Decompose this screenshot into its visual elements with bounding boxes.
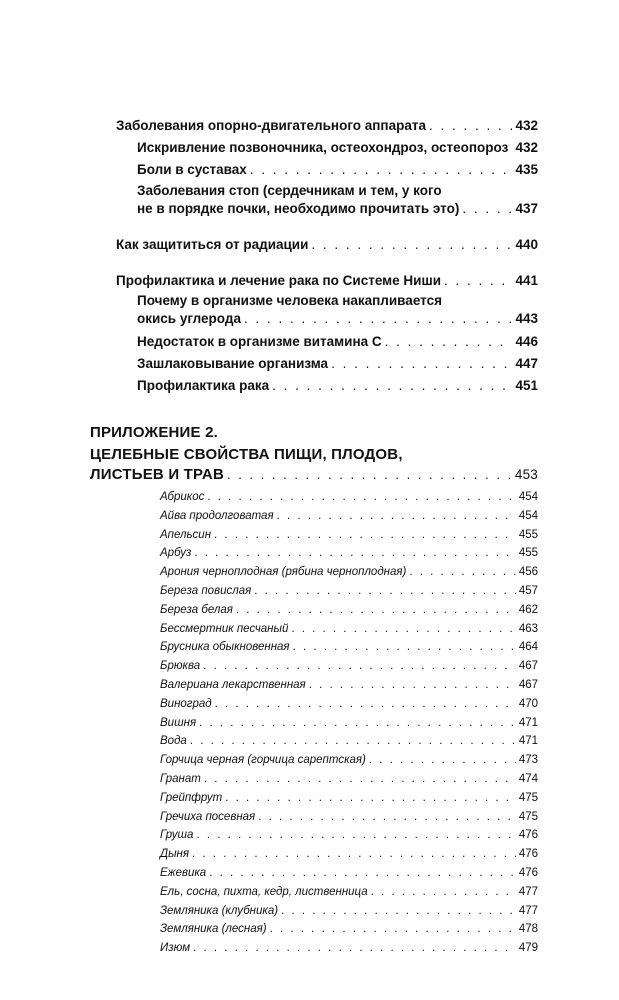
toc-entry-musculoskeletal[interactable]: [116, 118, 538, 133]
appendix-item-label: Брусника обыкновенная: [160, 641, 290, 654]
appendix-item-label: Береза белая: [160, 603, 233, 616]
leader-dots: [258, 811, 516, 823]
leader-dots: [196, 829, 515, 841]
leader-dots: [429, 118, 513, 133]
toc-entry-page: 432: [515, 140, 538, 155]
appendix-item-page: 477: [518, 885, 538, 898]
appendix-item[interactable]: [160, 660, 538, 672]
appendix-item-page: 476: [518, 848, 538, 861]
leader-dots: [369, 754, 516, 766]
appendix-item[interactable]: [160, 491, 538, 503]
appendix-item-label: Абрикос: [160, 491, 205, 503]
toc-entry-vitamin-c[interactable]: [137, 334, 538, 349]
appendix-item-label: Валериана лекарственная: [160, 679, 306, 691]
toc-entry-label-line2: окись углерода: [137, 311, 241, 326]
leader-dots: [462, 201, 512, 216]
appendix-item-page: 476: [518, 829, 538, 842]
appendix-item[interactable]: [160, 529, 538, 541]
appendix-item-page: 464: [518, 641, 538, 654]
appendix-item-label: Арония черноплодная (рябина черноплодная): [160, 566, 407, 579]
appendix-item[interactable]: [160, 510, 538, 522]
appendix-item-page: 471: [518, 716, 538, 729]
leader-dots: [203, 660, 516, 672]
appendix-item-label: Дыня: [160, 848, 190, 861]
toc-entry-label-line1: Заболевания стоп (сердечникам и тем, у кого: [137, 183, 442, 198]
leader-dots: [281, 905, 516, 917]
appendix-item-label: Земляника (клубника): [160, 904, 279, 917]
appendix-item-page: 462: [518, 603, 538, 616]
appendix-item[interactable]: [160, 811, 538, 823]
leader-dots: [444, 273, 512, 288]
appendix-item[interactable]: [160, 905, 538, 917]
appendix-item-label: Айва продолговатая: [160, 509, 274, 522]
toc-entry-cancer[interactable]: [116, 273, 538, 288]
leader-dots: [199, 717, 516, 729]
appendix-item[interactable]: [160, 585, 538, 597]
appendix-item-page: 476: [518, 867, 538, 879]
appendix-item-label: Бессмертник песчаный: [160, 622, 289, 635]
appendix-item-label: Изюм: [160, 942, 191, 955]
appendix-item-page: 475: [518, 810, 538, 823]
leader-dots: [309, 679, 516, 691]
appendix-item[interactable]: [160, 623, 538, 635]
appendix-item-page: 479: [518, 942, 538, 955]
appendix-item[interactable]: [160, 848, 538, 860]
appendix-item[interactable]: [160, 773, 538, 785]
appendix-item-page: 473: [518, 754, 538, 767]
appendix-item[interactable]: [160, 735, 538, 747]
appendix-item-label: Горчица черная (горчица сарептская): [160, 754, 366, 767]
appendix-item-page: 454: [518, 491, 538, 503]
toc-entry-label-line1: Почему в организме человека накапливается: [137, 293, 442, 308]
toc-entry-label: Заболевания опорно-двигательного аппарата: [116, 118, 426, 133]
toc-entry-label: Профилактика и лечение рака по Системе Ниши: [116, 273, 442, 288]
appendix-item[interactable]: [160, 754, 538, 766]
appendix-item-label: Береза повислая: [160, 585, 252, 597]
toc-entry-page: 443: [515, 311, 538, 326]
appendix-item-label: Гранат: [160, 773, 201, 785]
appendix-item-page: 455: [518, 547, 538, 560]
appendix-item-label: Грейпфрут: [160, 791, 223, 804]
toc-entry-label-line2: не в порядке почки, необходимо прочитать это): [137, 201, 460, 216]
appendix-item-page: 457: [518, 585, 538, 597]
appendix-item-label: Арбуз: [160, 547, 192, 560]
appendix-item-label: Виноград: [160, 697, 212, 710]
toc-entry-label: Боли в суставах: [137, 162, 247, 177]
leader-dots: [194, 547, 515, 559]
appendix-item[interactable]: [160, 698, 538, 710]
leader-dots: [293, 641, 516, 653]
appendix-item-label: Апельсин: [160, 528, 212, 541]
appendix-item[interactable]: [160, 604, 538, 616]
leader-dots: [371, 886, 516, 898]
appendix-item[interactable]: [160, 641, 538, 653]
appendix-item-label: Земляника (лесная): [160, 923, 267, 936]
toc-entry-radiation[interactable]: [116, 237, 538, 252]
toc-entry-spine[interactable]: [137, 140, 538, 155]
appendix-item-label: Вишня: [160, 716, 197, 729]
appendix-title-line3: ЛИСТЬЕВ И ТРАВ: [90, 466, 224, 483]
appendix-item[interactable]: [160, 942, 538, 954]
leader-dots: [209, 867, 516, 879]
leader-dots: [190, 735, 516, 747]
toc-entry-page: 432: [515, 118, 538, 133]
appendix-item-page: 454: [518, 509, 538, 522]
appendix-item[interactable]: [160, 829, 538, 841]
leader-dots: [291, 623, 515, 635]
toc-entry-label: Недостаток в организме витамина С: [137, 334, 382, 349]
leader-dots: [272, 378, 512, 393]
appendix-item-label: Груша: [160, 829, 194, 842]
appendix-item-page: 456: [518, 566, 538, 579]
leader-dots: [331, 356, 512, 371]
toc-entry-slagging[interactable]: [137, 356, 538, 371]
toc-entry-page: 435: [515, 162, 538, 177]
toc-entry-joints[interactable]: [137, 162, 538, 177]
appendix-item-page: 470: [518, 697, 538, 710]
toc-entry-feet[interactable]: [137, 183, 538, 198]
appendix-item[interactable]: [160, 566, 538, 578]
appendix-item-page: 455: [518, 528, 538, 541]
appendix-item-page: 475: [518, 791, 538, 804]
appendix-item-page: 478: [518, 923, 538, 936]
leader-dots: [207, 491, 515, 503]
toc-entry-label: Зашлаковывание организма: [137, 356, 329, 371]
appendix-item[interactable]: [160, 679, 538, 691]
leader-dots: [236, 604, 516, 616]
appendix-item[interactable]: [160, 923, 538, 935]
leader-dots: [409, 566, 515, 578]
leader-dots: [311, 237, 512, 252]
appendix-item[interactable]: [160, 717, 538, 729]
appendix-item[interactable]: [160, 867, 538, 879]
leader-dots: [511, 140, 512, 155]
appendix-item-page: 467: [518, 679, 538, 691]
appendix-item-label: Гречиха посевная: [160, 810, 256, 823]
leader-dots: [227, 467, 512, 482]
toc-entry-page: 453: [514, 467, 538, 482]
leader-dots: [254, 585, 516, 597]
toc-entry-page: 446: [515, 334, 538, 349]
appendix-item-page: 471: [518, 735, 538, 748]
toc-entry-page: 451: [515, 378, 538, 393]
toc-entry-page: 447: [515, 356, 538, 371]
toc-entry-carbon-line2[interactable]: [137, 311, 538, 326]
appendix-title-line2: ЦЕЛЕБНЫЕ СВОЙСТВА ПИЩИ, ПЛОДОВ,: [90, 446, 403, 463]
toc-entry-feet-line2[interactable]: [137, 201, 538, 216]
leader-dots: [244, 311, 513, 326]
toc-entry-label: Как защититься от радиации: [116, 237, 309, 252]
appendix-item-page: 477: [518, 904, 538, 917]
leader-dots: [204, 773, 516, 785]
appendix-heading[interactable]: [90, 422, 538, 466]
appendix-item-label: Ель, сосна, пихта, кедр, лиственница: [160, 885, 368, 898]
toc-entry-carbon[interactable]: [137, 293, 538, 308]
leader-dots: [277, 510, 516, 522]
leader-dots: [214, 529, 516, 541]
appendix-item[interactable]: [160, 547, 538, 559]
appendix-item-page: 467: [518, 660, 538, 673]
toc-entry-page: 440: [515, 237, 538, 252]
toc-entry-cancer-prevention[interactable]: [137, 378, 538, 393]
appendix-title-line1: ПРИЛОЖЕНИЕ 2.: [90, 424, 219, 441]
appendix-item-label: Ежевика: [160, 867, 207, 879]
toc-entry-label: Профилактика рака: [137, 378, 270, 393]
appendix-item-label: Вода: [160, 735, 187, 748]
appendix-item-label: Брюква: [160, 660, 201, 673]
leader-dots: [192, 848, 516, 860]
appendix-item[interactable]: [160, 886, 538, 898]
leader-dots: [270, 923, 516, 935]
toc-entry-label: Искривление позвоночника, остеохондроз, остеопороз: [137, 140, 509, 155]
leader-dots: [250, 162, 513, 177]
appendix-item-page: 474: [518, 773, 538, 785]
leader-dots: [225, 792, 516, 804]
leader-dots: [215, 698, 516, 710]
toc-entry-page: 441: [515, 273, 538, 288]
appendix-item[interactable]: [160, 792, 538, 804]
appendix-item-page: 463: [518, 622, 538, 635]
leader-dots: [193, 942, 516, 954]
toc-entry-page: 437: [515, 201, 538, 216]
leader-dots: [385, 334, 513, 349]
appendix-heading-line3[interactable]: [90, 466, 538, 483]
